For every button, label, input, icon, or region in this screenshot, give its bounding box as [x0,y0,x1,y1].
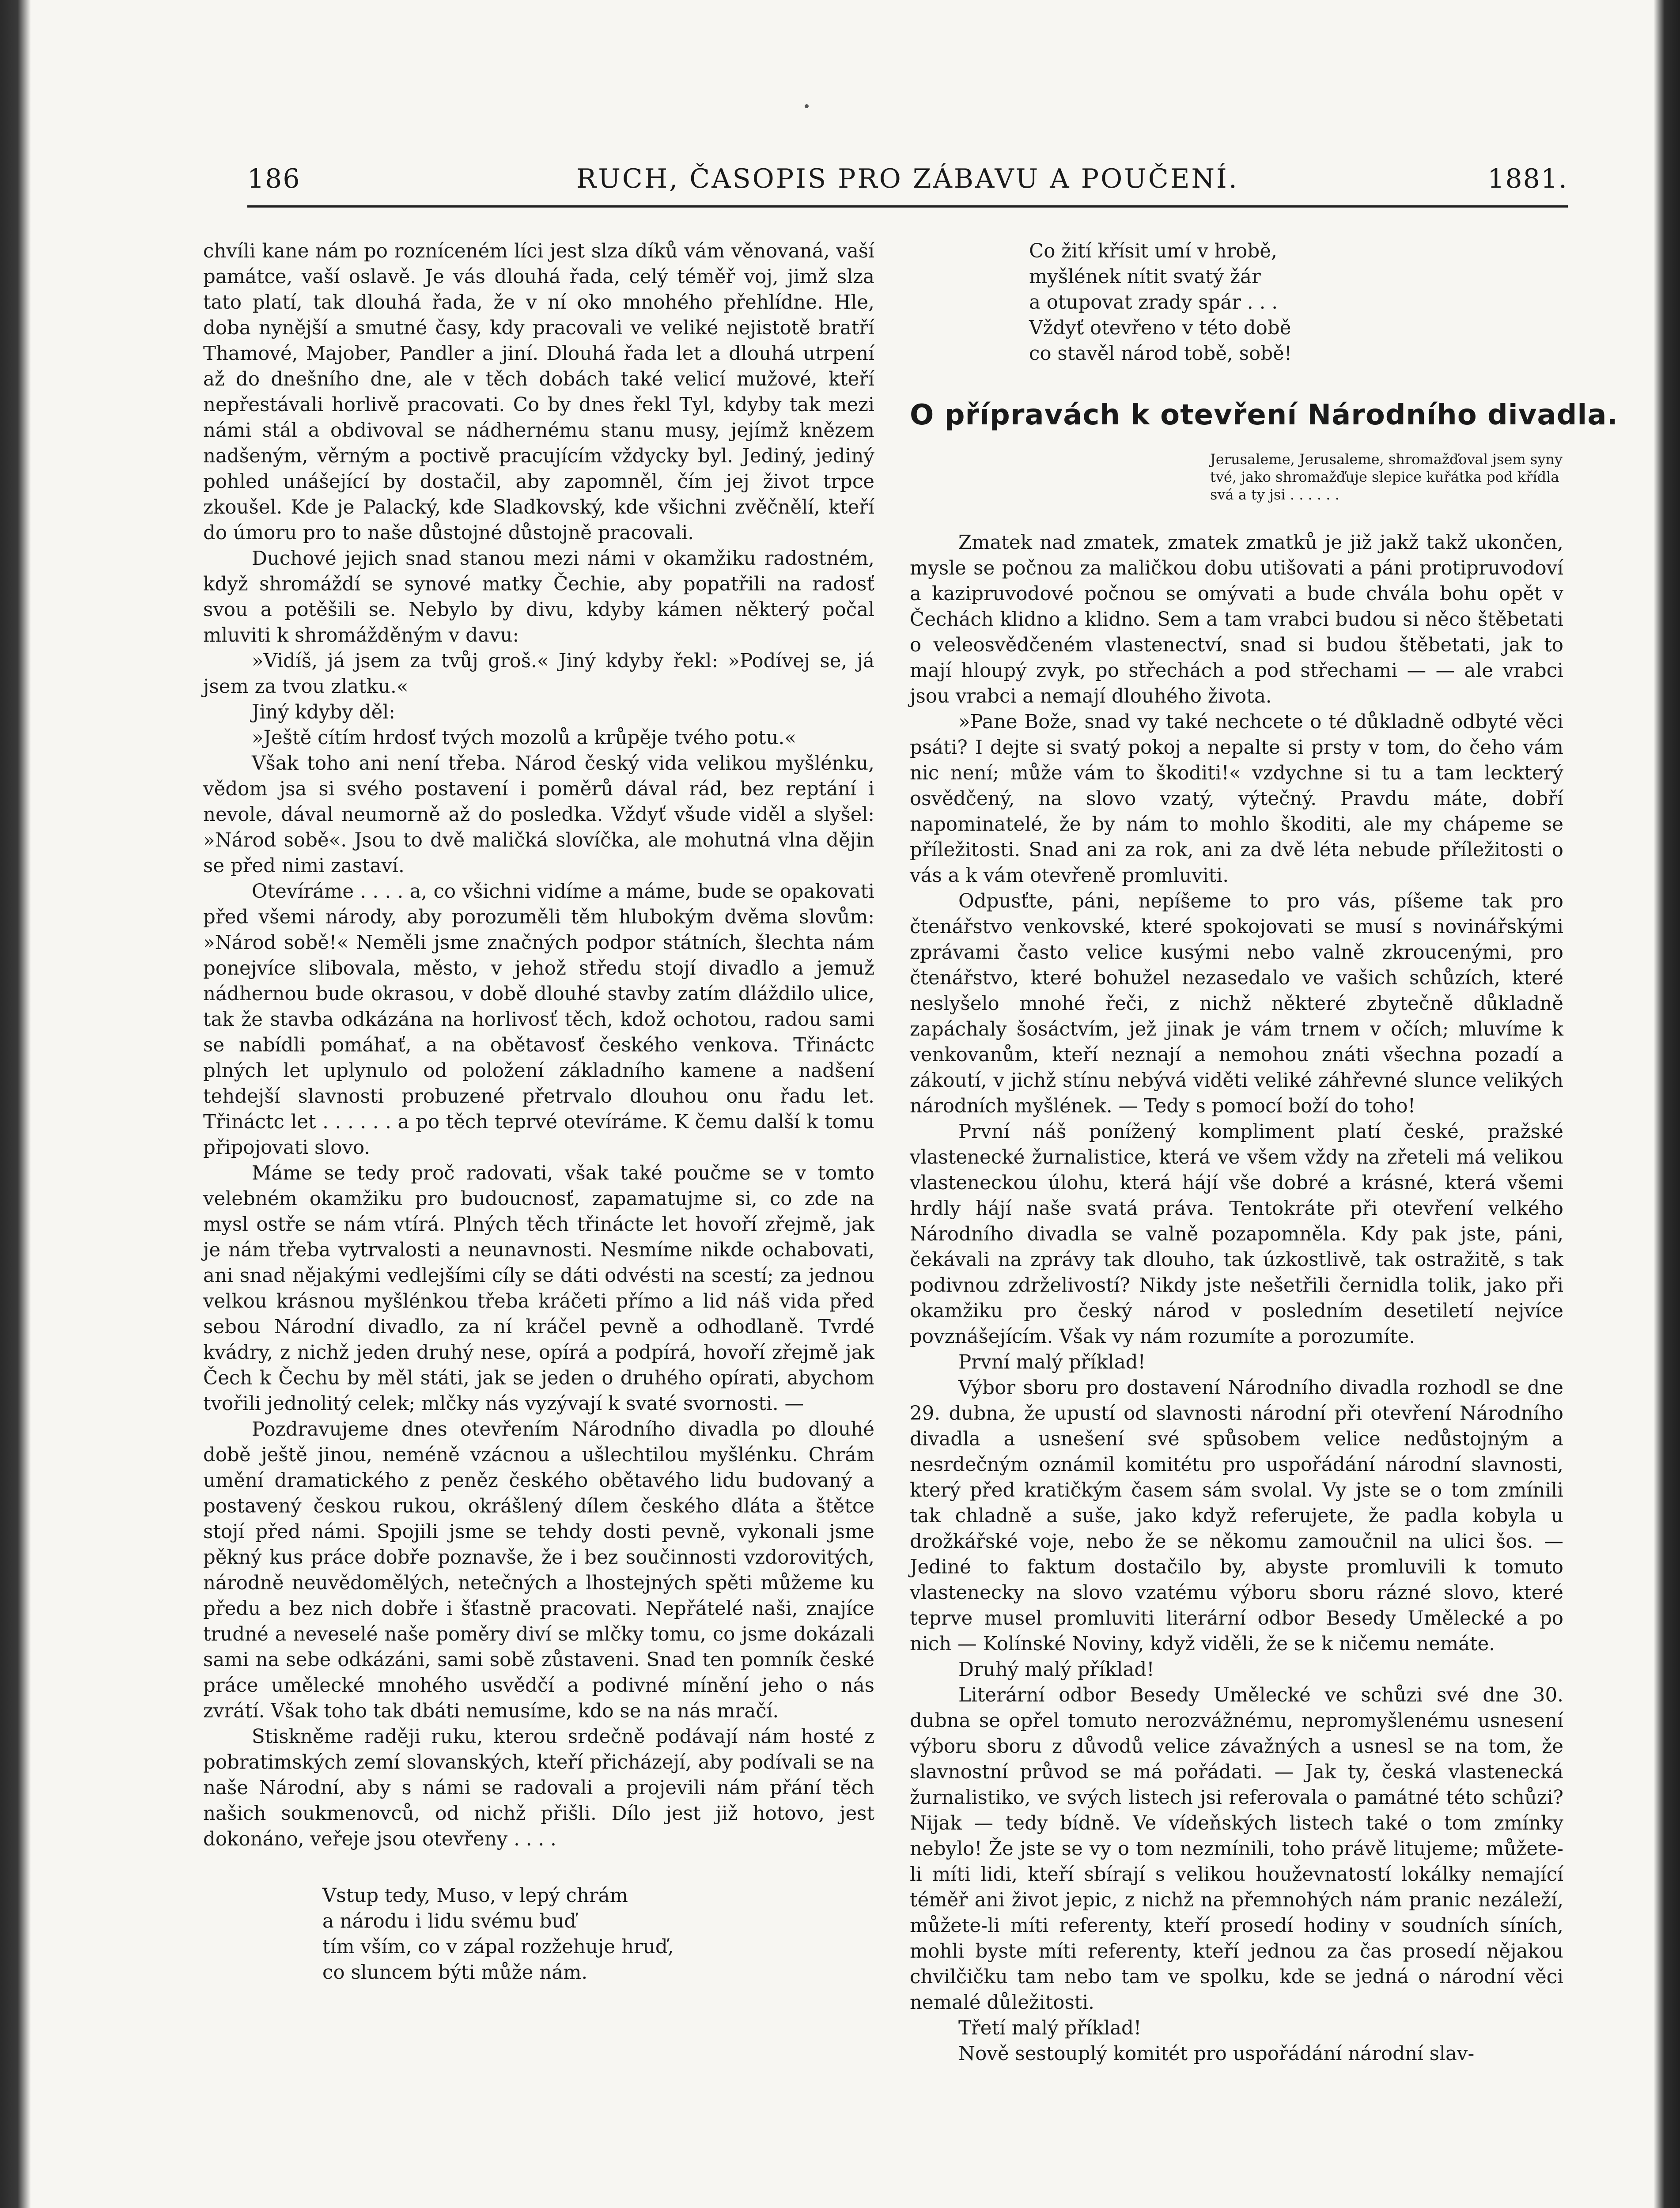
paragraph: Výbor sboru pro dostavení Národního divadla rozhodl se dne 29. dubna, že upustí od slavnosti národní při otevření Národního divadla a usnešení své spůsobem velice nedůstojným a nesrdečným oznámil komitétu pro uspořádání národní slavnosti, který před kratičkým časem sám svolal. Vy jste se o tom zmínili tak chladně a suše, jako když referujete, že padla kobyla u drožkářské voje, nebo že se někomu zamoučnil na ulici šos. — Jediné to faktum dostačilo by, abyste promluvili k tomuto vlastenecky na slovo vzatému výboru sboru rázné slovo, které teprve musel promluviti literární odbor Besedy Umělecké a po nich — Kolínské Noviny, když viděli, že se k ničemu nemáte. [910,1377,1563,1655]
paragraph: Nově sestouplý komitét pro uspořádání národní slav- [958,2043,1475,2065]
page-header [247,159,1568,212]
paragraph: Otevíráme . . . . a, co všichni vidíme a máme, bude se opakovati před všemi národy, aby porozuměli těm hlubokým dvěma slovům: »Národ sobě!« Neměli jsme značných podpor státních, šlechta nám ponejvíce slibovala, město, v jehož středu stojí divadlo a jemuž nádhernou bude okrasou, v době dlouhé stavby zatím dláždilo ulice, tak že stavba odkázána na horlivosť těch, kdož ochotou, radou sami se nabídli pomáhať, a na obětavosť českého venkova. Třináctc plných let uplynulo od položení základního kamene a nadšení tehdejší slavnosti probuzené přetrvalo dlouhou onu řadu let. Třináctc let . . . . . . a po těch teprvé otevíráme. K čemu další k tomu připojovati slovo. [203,881,874,1159]
poem-line: co sluncem býti může nám. [322,1962,588,1984]
header-rule [247,205,1568,208]
paragraph: chvíli kane nám po rozníceném líci jest slza díků vám věnovaná, vaší památce, vaší oslavě. Je vás dlouhá řada, celý téměř voj, jimž slza tato platí, tak dlouhá řada, že v ní oko mnohého přehlídne. Hle, doba nynější a smutné časy, kdy pracovali ve veliké nejistotě bratří Thamové, Majober, Pandler a jiní. Dlouhá řada let a dlouhá utrpení až do dnešního dne, ale v těch dobách také velicí mužové, kteří nepřestávali horlivě pracovati. Co by dnes řekl Tyl, kdyby tak mezi námi stál a obdivoval se nádhernému stanu musy, jejímž knězem nadšeným, věrným a poctivě pracujícím vždycky byl. Jediný, jediný pohled unášející by dostačil, aby zapomněl, čím jej život trpce zkoušel. Kde je Palacký, kde Sladkovský, kde všichni zvěčnělí, kteří do úmoru pro to naše důstojné důstojně pracovali. [203,240,874,544]
paragraph: Pozdravujeme dnes otevřením Národního divadla po dlouhé době ještě jinou, neméně vzácnou a ušlechtilou myšlénku. Chrám umění dramatického z peněz českého obětavého lidu budovaný a postavený českou rukou, okrášlený dílem českého dláta a štětce stojí před námi. Spojili jsme se tehdy dosti pevně, vykonali jsme pěkný kus práce dobře poznavše, že i bez součinnosti vzdorovitých, národně neuvědomělých, netečných a lhostejných spěti můžeme ku předu a bez nich dobře i šťastně pracovati. Nepřátelé naši, znajíce trudné a neveselé naše poměry diví se mlčky tomu, co jsme dokázali sami na sebe odkázáni, sami sobě zůstaveni. Snad ten pomník české práce umělecké mnohého usvědčí a podivné mínění jeho o nás zvrátí. Však toho tak dbáti nemusíme, kdo se na nás mračí. [203,1418,874,1722]
journal-title: RUCH, ČASOPIS PRO ZÁBAVU A POUČENÍ. [576,163,1239,194]
epigraph: Jerusaleme, Jerusaleme, shromažďoval jsem syny tvé, jako shromažďuje slepice kuřátka pod křídla svá a ty jsi . . . . . . [1210,451,1563,503]
poem-line: a otupovat zrady spár . . . [1029,291,1278,314]
poem-line: Co žití křísit umí v hrobě, [1029,240,1277,262]
paragraph: Však toho ani není třeba. Národ český vida velikou myšlénku, vědom jsa si svého postavení i poměrů dával rád, bez reptání i nevole, dával neumorně až do posledka. Vždyť všude viděl a slyšel: »Národ sobě«. Jsou to dvě maličká slovíčka, ale mohutná vlna dějin se před nimi zastaví. [203,752,874,877]
paragraph: Jiný kdyby děl: [252,701,395,723]
poem-line: a národu i lidu svému buď [322,1910,577,1932]
paragraph: Máme se tedy proč radovati, však také poučme se v tomto velebném okamžiku pro budoucnosť, zapamatujme si, co zde na mysl ostře se nám vtírá. Plných těch třinácte let hovoří zřejmě, jak je nám třeba vytrvalosti a neunavnosti. Nesmíme nikde ochabovati, ani snad nějakými vedlejšími cíly se dáti odvésti na scestí; za jednou velkou krásnou myšlénkou třeba kráčeti přímo a lid náš vida před sebou Národní divadlo, za ní kráčel pevně a odhodlaně. Tvrdé kvádry, z nichž jeden druhý nese, opírá a podpírá, hovoří zřejmě jak Čech k Čechu by měl státi, jak se jeden o druhého opírati, abychom tvořili jednolitý celek; mlčky nás vyzývají k svaté svornosti. — [203,1162,874,1415]
poem-line: myšlének nítit svatý žár [1029,266,1261,288]
article-heading: O přípravách k otevření Národního divadla. [910,399,1618,431]
poem-line: tím vším, co v zápal rozžehuje hruď, [322,1936,674,1958]
paragraph: První malý příklad! [958,1351,1146,1373]
scan-edge-right [1654,0,1680,2208]
right-column [910,238,1618,2067]
paragraph: Odpusťte, páni, nepíšeme to pro vás, píšeme tak pro čtenářstvo venkovské, které spokojovati se musí s novinářskými zprávami často velice kusými nebo valně zkroucenými, pro čtenářstvo, které bohužel nezasedalo ve vašich schůzích, které neslyšelo mnohé řeči, z nichž některé zbytečně důkladně zapáchaly šosáctvím, jež jinak je vám trnem v očích; mluvíme k venkovanům, kteří neznají a nemohou znáti všechna pozadí a zákoutí, v jichž stínu nebývá viděti veliké záhřevné slunce velikých národních myšlének. — Tedy s pomocí boží do toho! [910,890,1563,1117]
paragraph: Literární odbor Besedy Umělecké ve schůzi své dne 30. dubna se opřel tomuto nerozvážnému, nepromyšlenému usnesení výboru sboru z důvodů velice závažných a usnesl se na tom, že slavnostní průvod se má pořádati. — Jak ty, česká vlastenecká žurnalistiko, ve svých listech jsi referovala o památné této schůzi? Nijak — tedy bídně. Ve vídeňských listech také o tom zmínky nebylo! Že jste se vy o tom nezmínili, toho právě litujeme; můžete-li míti lidi, kteří sbírají s velikou houževnatostí lokálky nemající téměř ani život jepic, z nichž na přemnohých nám pranic nezáleží, můžete-li míti referenty, kteří prosedí hodiny v soudních síních, mohli byste míti referenty, kteří jednou za čas prosedí nějakou chvilčičku tam nebo tam ve spolku, kde se jedná o národní věci nemalé důležitosti. [910,1684,1563,2014]
continued-poem [1029,238,1563,367]
poem-line: co stavěl národ tobě, sobě! [1029,343,1292,365]
scan-edge-left [0,0,31,2208]
paragraph: »Vidíš, já jsem za tvůj groš.« Jiný kdyby řekl: »Podívej se, já jsem za tvou zlatku.« [203,650,874,698]
paragraph: První náš ponížený kompliment platí české, pražské vlastenecké žurnalistice, která ve všem vždy na zřeteli má velikou vlasteneckou úlohu, která hájí vše dobré a krásné, která všemi hrdly hájí naše svatá práva. Tentokráte při otevření velkého Národního divadla se valně pozapomněla. Kdy pak jste, páni, čekávali na zprávy tak dlouho, tak úzkostlivě, tak ostražitě, s tak podivnou zdrželivostí? Nikdy jste nešetřili černidla tolik, jako při okamžiku pro český národ v posledním desetiletí nejvíce povznášejícím. Však vy nám rozumíte a porozumíte. [910,1121,1563,1348]
print-speck [805,104,809,108]
paragraph: Stiskněme raději ruku, kterou srdečně podávají nám hosté z pobratimských zemí slovanských, kteří přicházejí, aby podívali se na naše Národní, aby s námi se radovali a projevili nám přání těch našich soukmenovců, od nichž přišli. Dílo jest již hotovo, jest dokonáno, veřeje jsou otevřeny . . . . [203,1726,874,1850]
paragraph: »Ještě cítím hrdosť tvých mozolů a krůpěje tvého potu.« [252,727,796,749]
closing-poem [322,1883,874,1985]
paragraph: »Pane Bože, snad vy také nechcete o té důkladně odbyté věci psáti? I dejte si svatý pokoj a nepalte si prsty v tom, do čeho vám nic není; může vám to škoditi!« vzdychne si tu a tam leckterý osvědčený, na slovo vzatý, výtečný. Pravdu máte, dobří napominatelé, že by nám to mohlo škoditi, ale my chápeme se příležitosti. Snad ani za rok, ani za dvě léta nebude příležitosti o vás a k vám otevřeně promluviti. [910,711,1563,887]
poem-line: Vždyť otevřeno v této době [1029,317,1291,339]
poem-line: Vstup tedy, Muso, v lepý chrám [322,1885,628,1907]
left-column [203,238,874,1985]
paragraph: Zmatek nad zmatek, zmatek zmatků je již jakž takž ukončen, mysle se počnou za maličkou dobu utišovati a páni protipruvodoví a kazipruvodové počnou se omývati a bude chvála bohu opět v Čechách klidno a klidno. Sem a tam vrabci budou si něco štěbetati o veleosvědčeném vlastenectví, snad si budou štěbetati, jak to mají hloupý zvyk, po střechách a pod střechami — — ale vrabci jsou vrabci a nemají dlouhého života. [910,532,1563,707]
paragraph: Třetí malý příklad! [958,2017,1142,2039]
page-year: 1881. [1487,163,1568,194]
paragraph: Duchové jejich snad stanou mezi námi v okamžiku radostném, když shromáždí se synové matky Čechie, aby popatřili na radosť svou a potěšili se. Nebylo by divu, kdyby kámen některý počal mluviti k shromážděným v davu: [203,548,874,647]
page-number: 186 [247,163,301,194]
paragraph: Druhý malý příklad! [958,1659,1154,1681]
